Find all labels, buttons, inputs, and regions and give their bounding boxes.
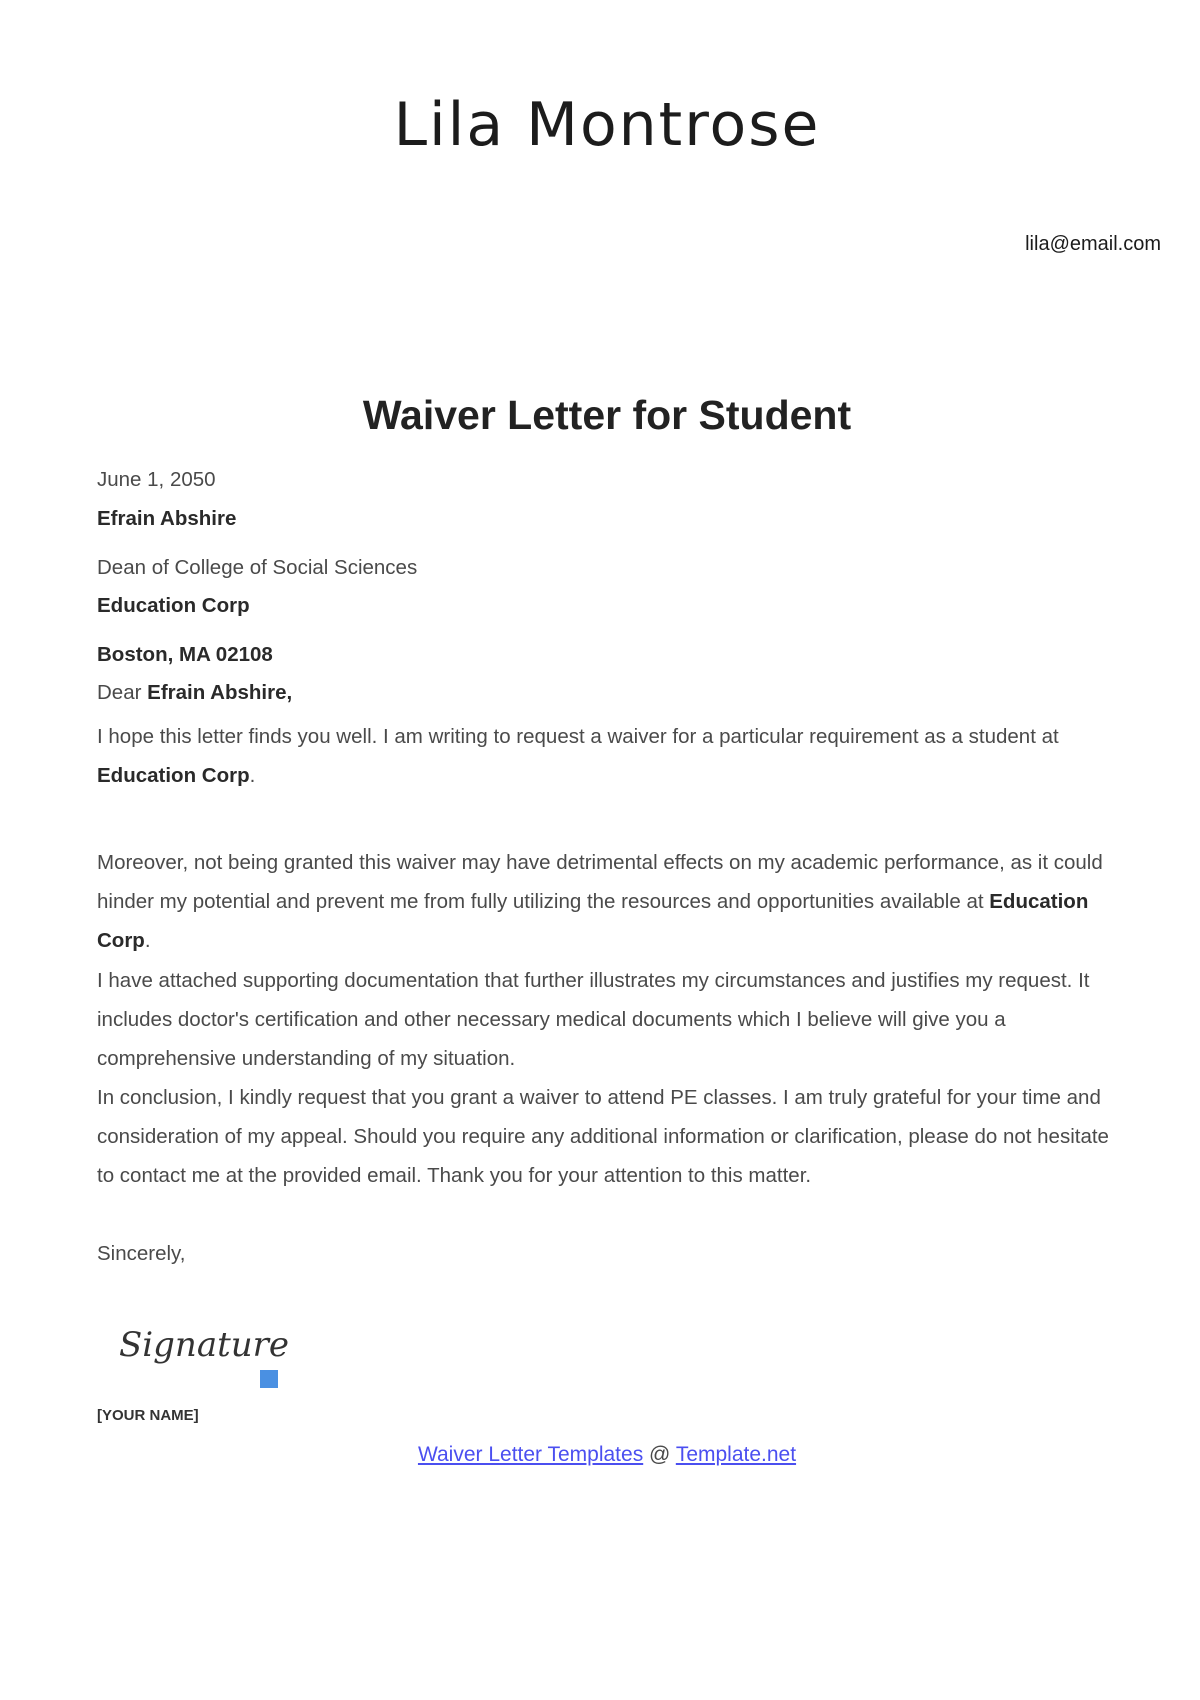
letter-date: June 1, 2050 <box>97 468 216 491</box>
sender-name: Lila Montrose <box>393 90 821 160</box>
paragraph-consequences-org: Education Corp <box>97 890 1089 952</box>
paragraph-intro-text: I hope this letter finds you well. I am writing to request a waiver for a particular requirement as a student at <box>97 725 1059 748</box>
waiver-templates-link[interactable]: Waiver Letter Templates <box>417 1443 644 1466</box>
letter-title: Waiver Letter for Student <box>362 392 852 438</box>
footer-separator: @ <box>643 1443 676 1466</box>
paragraph-conclusion <box>97 1078 1117 1195</box>
template-net-link[interactable]: Template.net <box>675 1443 797 1466</box>
closing: Sincerely, <box>97 1242 186 1265</box>
recipient-organization: Education Corp <box>97 594 250 617</box>
salutation <box>97 679 292 707</box>
sender-email: lila@email.com <box>1025 233 1161 255</box>
paragraph-conclusion-text: In conclusion, I kindly request that you grant a waiver to attend PE classes. I am truly grateful for your time and consideration of my appeal. Should you require any additional information or clarification, please do not hesitate to contact me at the provided email. Thank you for your attention to this matter. <box>97 1086 1109 1187</box>
signer-name-placeholder: [YOUR NAME] <box>97 1407 199 1424</box>
signature-placeholder-marker <box>260 1370 278 1388</box>
paragraph-consequences-text: Moreover, not being granted this waiver may have detrimental effects on my academic performance, as it could hinder my potential and prevent me from fully utilizing the resources and opportunities available at <box>97 851 1103 913</box>
recipient-name: Efrain Abshire <box>97 507 237 530</box>
paragraph-documentation-text: I have attached supporting documentation that further illustrates my circumstances and justifies my request. It includes doctor's certification and other necessary medical documents which I believe will give you a comprehensive understanding of my situation. <box>97 969 1090 1070</box>
recipient-title: Dean of College of Social Sciences <box>97 556 418 579</box>
salutation-name: Efrain Abshire, <box>147 681 293 704</box>
recipient-address: Boston, MA 02108 <box>97 643 273 666</box>
paragraph-intro-org: Education Corp <box>97 764 250 787</box>
signature-text: Signature <box>119 1325 290 1365</box>
paragraph-intro <box>97 717 1117 795</box>
footer-links <box>0 1443 1200 1467</box>
paragraph-consequences <box>97 843 1117 960</box>
signature-image <box>117 1314 297 1374</box>
salutation-prefix: Dear <box>97 681 148 704</box>
paragraph-intro-end: . <box>249 764 256 787</box>
paragraph-documentation <box>97 961 1117 1078</box>
paragraph-consequences-end: . <box>144 929 151 952</box>
